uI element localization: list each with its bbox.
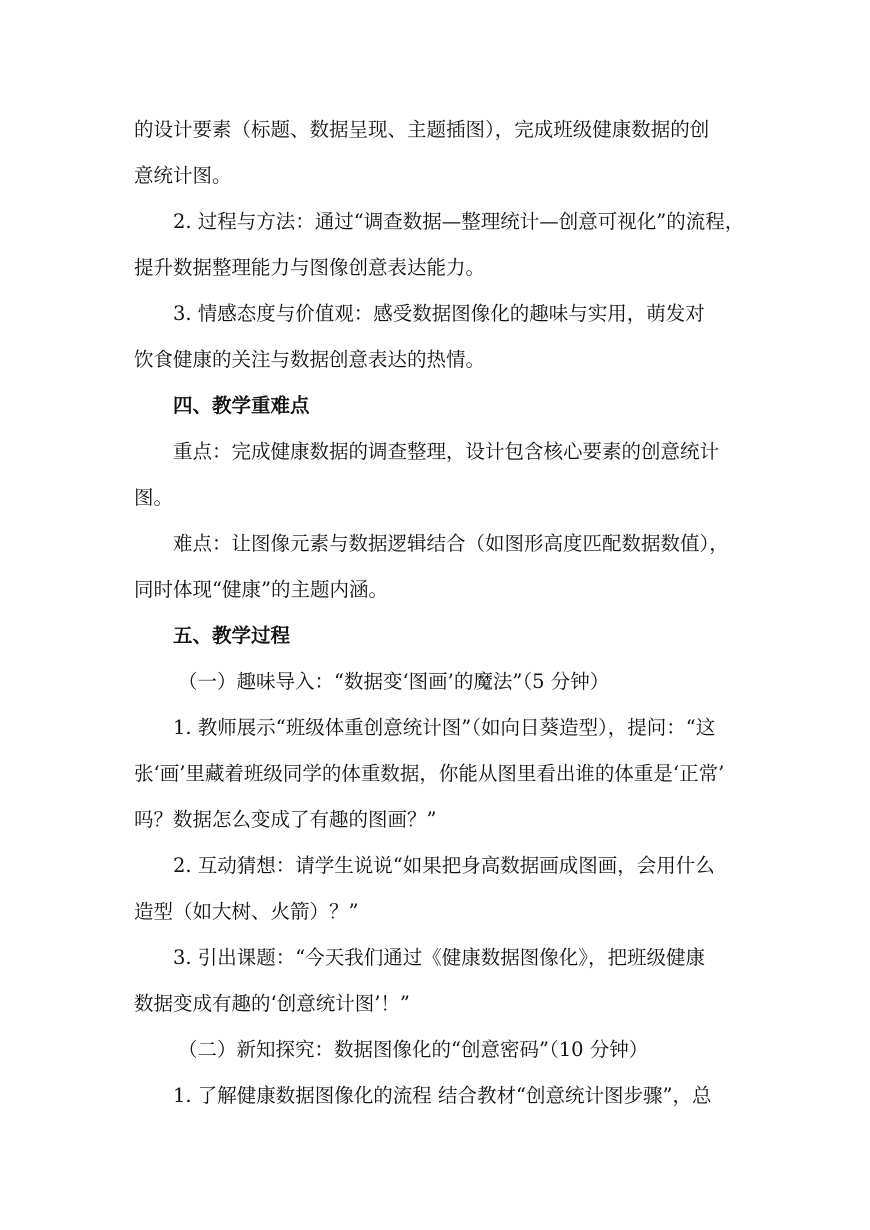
paragraph-line: 3. 引出课题：“今天我们通过《健康数据图像化》，把班级健康 xyxy=(173,946,706,969)
section-heading: 五、教学过程 xyxy=(173,624,291,647)
paragraph-line: 的设计要素（标题、数据呈现、主题插图），完成班级健康数据的创 xyxy=(134,118,710,141)
paragraph-line: 3. 情感态度与价值观：感受数据图像化的趣味与实用，萌发对 xyxy=(173,302,705,325)
paragraph-line: 吗？数据怎么变成了有趣的图画？” xyxy=(134,808,437,831)
paragraph-line: 数据变成有趣的‘创意统计图’！” xyxy=(134,992,410,1015)
paragraph-line: 1. 教师展示“班级体重创意统计图”（如向日葵造型），提问：“这 xyxy=(173,716,716,739)
paragraph-line: 2. 过程与方法：通过“调查数据—整理统计—创意可视化”的流程， xyxy=(173,210,745,233)
paragraph-line: 难点：让图像元素与数据逻辑结合（如图形高度匹配数据数值）， xyxy=(173,532,729,555)
paragraph-line: 1. 了解健康数据图像化的流程 结合教材“创意统计图步骤”，总 xyxy=(173,1084,712,1107)
subsection-heading: （一）趣味导入：“数据变‘图画’的魔法”（5 分钟） xyxy=(178,670,610,693)
paragraph-line: 提升数据整理能力与图像创意表达能力。 xyxy=(134,256,486,279)
paragraph-line: 图。 xyxy=(134,486,174,509)
subsection-heading: （二）新知探究：数据图像化的“创意密码”（10 分钟） xyxy=(178,1038,649,1061)
section-heading: 四、教学重难点 xyxy=(173,394,310,417)
paragraph-line: 造型（如大树、火箭）？” xyxy=(134,900,359,923)
paragraph-line: 2. 互动猜想：请学生说说“如果把身高数据画成图画，会用什么 xyxy=(173,854,715,877)
paragraph-line: 饮食健康的关注与数据创意表达的热情。 xyxy=(134,348,486,371)
paragraph-line: 意统计图。 xyxy=(134,164,232,187)
paragraph-line: 重点：完成健康数据的调查整理，设计包含核心要素的创意统计 xyxy=(173,440,720,463)
paragraph-line: 同时体现“健康”的主题内涵。 xyxy=(134,578,388,601)
paragraph-line: 张‘画’里藏着班级同学的体重数据，你能从图里看出谁的体重是‘正常’ xyxy=(134,762,725,785)
